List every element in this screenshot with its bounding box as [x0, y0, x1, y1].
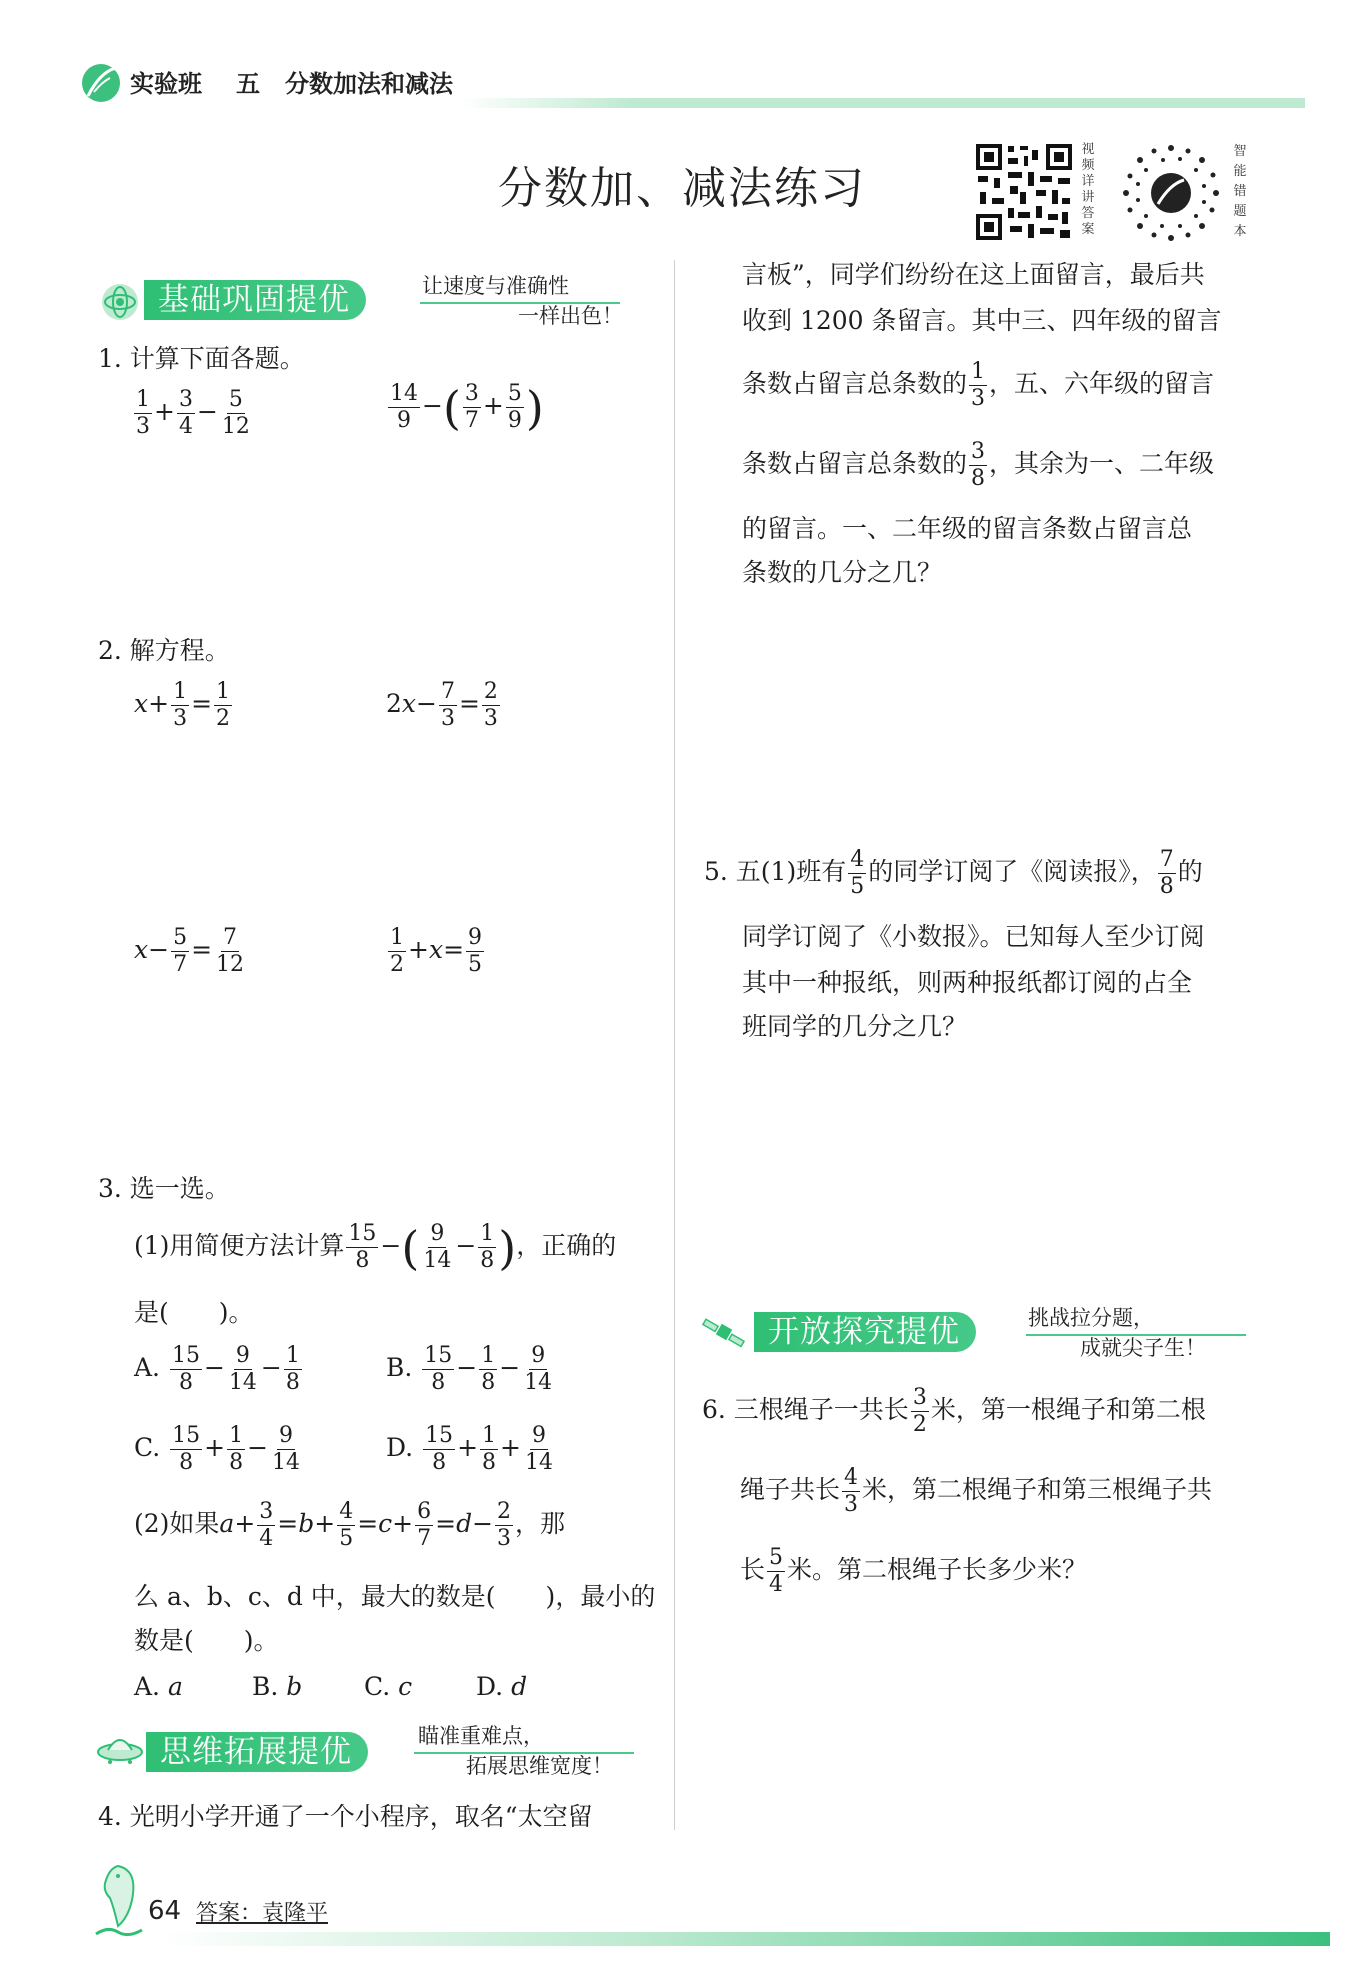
page-number: 64 [148, 1896, 182, 1926]
q3-option-d: D. $\frac{15}{8}$ + $\frac{1}{8}$ + $\frac{9}{14}$ [386, 1423, 553, 1475]
q3-p1-text: (1)用简便方法计算 [134, 1231, 345, 1260]
q2-label: 2. 解方程。 [98, 636, 230, 665]
q2-eq-c: x− $\frac{5}{7}$ = $\frac{7}{12}$ [134, 925, 245, 977]
section-thinking-title: 思维拓展提优 [146, 1732, 368, 1772]
q3-p2-tail: ，那 [515, 1509, 566, 1538]
section-open-title: 开放探究提优 [754, 1312, 976, 1352]
q5-line4: 班同学的几分之几？ [742, 1012, 968, 1041]
q5-line2: 同学订阅了《小数报》。已知每人至少订阅 [742, 922, 1205, 951]
q2-eq-d: $\frac{1}{2}$ +x= $\frac{9}{5}$ [390, 925, 483, 977]
section-basic-header [100, 276, 650, 326]
q3-p2-line2: 么 a、b、c、d 中，最大的数是( )，最小的 [134, 1582, 656, 1611]
header-tag: 实验班 [130, 70, 202, 98]
q4-line6: 的留言。一、二年级的留言条数占留言总 [742, 514, 1193, 543]
qr-code-video [974, 142, 1074, 242]
q4-line1: 4. 光明小学开通了一个小程序，取名“太空留 [98, 1802, 593, 1831]
q1-expr-b: $\frac{14}{9}$ −( $\frac{3}{7}$ + $\frac{5}{9}$ ) [390, 380, 544, 435]
q4-line2: 言板”，同学们纷纷在这上面留言，最后共 [742, 260, 1205, 289]
section-basic-slogan1: 让速度与准确性 [422, 274, 569, 298]
qr-label-wrongbook: 智能错题本 [1233, 144, 1247, 239]
section-thinking-header [96, 1720, 656, 1776]
q3-p1-line2: 是( )。 [134, 1298, 254, 1327]
section-thinking-slogan2: 拓展思维宽度！ [466, 1754, 613, 1778]
section-open-slogan1: 挑战拉分题， [1028, 1306, 1154, 1330]
section-basic-title: 基础巩固提优 [144, 280, 366, 320]
q3-p1-tail: ，正确的 [516, 1231, 617, 1260]
q3-p2: (2)如果a+ $\frac{3}{4}$ =b+ $\frac{4}{5}$ =c+ $\frac{6}{7}$ =d− $\frac{2}{3}$ ，那 [134, 1499, 566, 1551]
q1-expr-a: $\frac{1}{3}$ + $\frac{3}{4}$ − $\frac{5}{12}$ [136, 387, 250, 439]
q3-label: 3. 选一选。 [98, 1174, 230, 1203]
header-stripe [460, 98, 1305, 108]
q6-line2: 绳子共长 $\frac{4}{3}$ 米，第二根绳子和第三根绳子共 [740, 1465, 1213, 1517]
q5-line1: 5. 五(1)班有 $\frac{4}{5}$ 的同学订阅了《阅读报》， $\frac{7}{8}$ 的 [704, 847, 1203, 899]
footer-stripe [160, 1932, 1330, 1946]
q4-line4: 条数占留言总条数的 $\frac{1}{3}$ ，五、六年级的留言 [742, 359, 1215, 411]
atom-icon [100, 282, 140, 322]
q3-option-a: A. $\frac{15}{8}$ − $\frac{9}{14}$ − $\frac{1}{8}$ [134, 1343, 300, 1395]
q3-option-b: B. $\frac{15}{8}$ − $\frac{1}{8}$ − $\frac{9}{14}$ [386, 1343, 553, 1395]
footer-author: 答案：袁隆平 [196, 1901, 329, 1926]
section-basic-slogan2: 一样出色！ [518, 304, 623, 328]
satellite-icon [700, 1312, 748, 1354]
q2-eq-a: x+ $\frac{1}{3}$ = $\frac{1}{2}$ [134, 679, 231, 731]
dolphin-icon [88, 1860, 148, 1942]
header-unit-title: 分数加法和减法 [285, 70, 453, 98]
q4-line7: 条数的几分之几？ [742, 558, 943, 587]
q2-eq-b: 2x− $\frac{7}{3}$ = $\frac{2}{3}$ [386, 679, 498, 731]
q1-label: 1. 计算下面各题。 [98, 344, 305, 373]
section-open-slogan2: 成就尖子生！ [1080, 1336, 1206, 1360]
q4-line3: 收到 1200 条留言。其中三、四年级的留言 [742, 306, 1222, 335]
ufo-icon [96, 1728, 144, 1768]
section-open-header [700, 1304, 1260, 1360]
q3-p1: (1)用简便方法计算 $\frac{15}{8}$ −( $\frac{9}{14}$ − $\frac{1}{8}$ )，正确的 [134, 1220, 617, 1275]
section-thinking-slogan1: 瞄准重难点， [418, 1724, 544, 1748]
qr-label-video: 视频详讲答案 [1081, 142, 1095, 237]
q6-line3: 长 $\frac{5}{4}$ 米。第二根绳子长多少米？ [740, 1545, 1088, 1597]
qr-code-wrongbook [1118, 140, 1224, 246]
q4-line5: 条数占留言总条数的 $\frac{3}{8}$ ，其余为一、二年级 [742, 439, 1215, 491]
header-unit: 五 [236, 70, 260, 98]
q3-p2-line3: 数是( )。 [134, 1626, 279, 1655]
page-title: 分数加、减法练习 [498, 163, 866, 214]
leaf-logo-icon [80, 62, 122, 104]
q6-line1: 6. 三根绳子一共长 $\frac{3}{2}$ 米，第一根绳子和第二根 [702, 1385, 1206, 1437]
q5-line3: 其中一种报纸，则两种报纸都订阅的占全 [742, 968, 1193, 997]
header-bar [80, 60, 1305, 110]
column-divider [674, 260, 675, 1830]
q3-option-c: C. $\frac{15}{8}$ + $\frac{1}{8}$ − $\frac{9}{14}$ [134, 1423, 301, 1475]
q3-p2-text: (2)如果 [134, 1509, 220, 1538]
